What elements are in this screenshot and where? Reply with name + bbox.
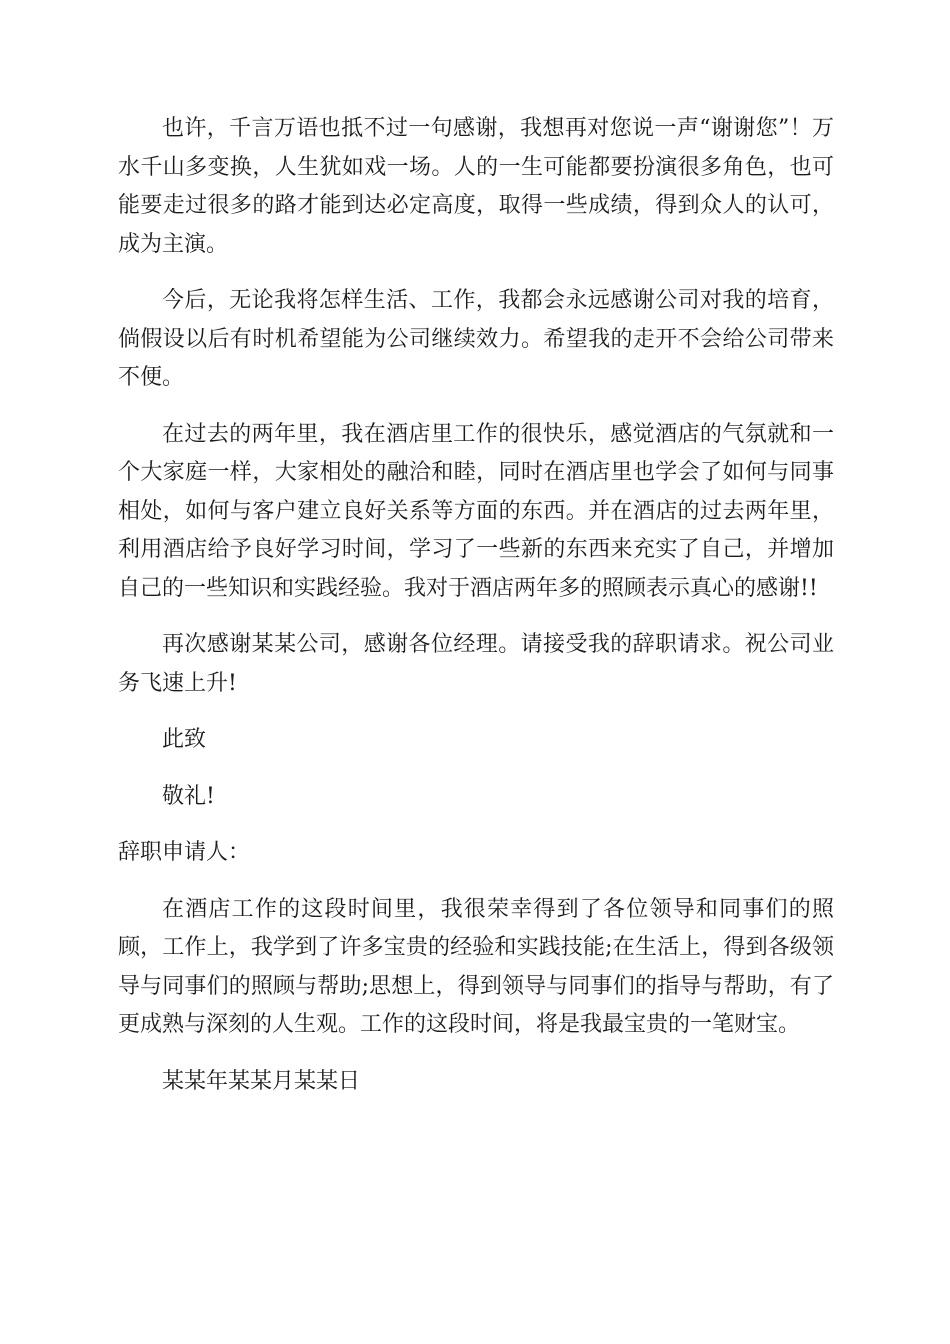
paragraph-gratitude: 也许，千言万语也抵不过一句感谢，我想再对您说一声“谢谢您”！万水千山多变换，人生犹如戏一场。人的一生可能都要扮演很多角色，也可能要走过很多的路才能到达必定高度，取得一些成绩，得到众人的认可，成为主演。 [118,116,834,257]
paragraph-reflection: 在酒店工作的这段时间里，我很荣幸得到了各位领导和同事们的照顾，工作上，我学到了许多宝贵的经验和实践技能;在生活上，得到各级领导与同事们的照顾与帮助;思想上，得到领导与同事们的指导与帮助，有了更成熟与深刻的人生观。工作的这段时间，将是我最宝贵的一笔财宝。 [118,896,834,1037]
document-body [118,110,834,1119]
closing-salutation: 此致 [162,727,207,752]
applicant-label: 辞职申请人： [118,840,251,865]
paragraph-past-two-years: 在过去的两年里，我在酒店里工作的很快乐，感觉酒店的气氛就和一个大家庭一样，大家相处的融洽和睦，同时在酒店里也学会了如何与同事相处，如何与客户建立良好关系等方面的东西。并在酒店的过去两年里，利用酒店给予良好学习时间，学习了一些新的东西来充实了自己，并增加自己的一些知识和实践经验。我对于酒店两年多的照顾表示真心的感谢!! [118,421,834,601]
paragraph-request: 再次感谢某某公司，感谢各位经理。请接受我的辞职请求。祝公司业务飞速上升! [118,632,834,696]
date-line: 某某年某某月某某日 [162,1068,361,1094]
closing-regards: 敬礼! [162,783,215,809]
paragraph-future: 今后，无论我将怎样生活、工作，我都会永远感谢公司对我的培育，倘假设以后有时机希望能为公司继续效力。希望我的走开不会给公司带来不便。 [118,288,834,390]
